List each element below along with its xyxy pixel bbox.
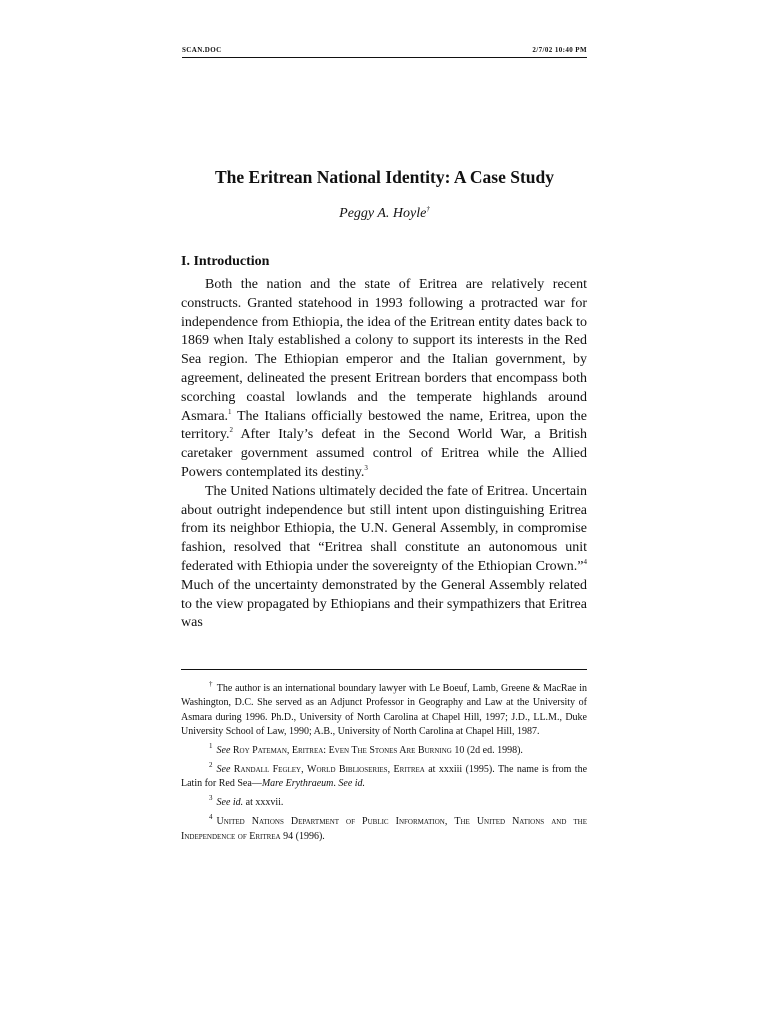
author-footnote-mark: †: [426, 205, 430, 213]
footnote-ref-2: 2: [229, 426, 233, 435]
running-header: [182, 45, 587, 58]
footnote-1: $^1$ See Roy Pateman, Eritrea: Even The Stones Are Burning 10 (2d ed. 1998).: [209, 742, 523, 757]
body-text: [181, 276, 587, 633]
footnote-4: $^4$ United Nations Department of Public Information, The United Nations and the Independence of Eritrea 94 (1996).: [181, 813, 588, 842]
author-line: [182, 206, 587, 222]
article-title: The Eritrean National Identity: A Case Study: [214, 167, 554, 187]
footnote-ref-4: 4: [583, 557, 587, 566]
footnotes: [181, 682, 587, 849]
footnote-dagger: † The author is an international boundary lawyer with Le Boeuf, Lamb, Greene & MacRae in Washington, D.C. She served as an Adjunct Professor in Geography and Law at the University of Asmara during 1996. Ph.D., University of North Carolina at Chapel Hill, 1997; J.D., LL.M., Duke University School of Law, 1990; A.B., University of North Carolina at Chapel Hill, 1987.: [181, 680, 587, 738]
footnote-divider: [181, 669, 587, 670]
footnote-ref-1: 1: [228, 407, 232, 416]
header-timestamp: 2/7/02 10:40 PM: [532, 46, 587, 54]
section-heading: I. Introduction: [181, 254, 270, 269]
footnote-2: $^2$ See Randall Fegley, World Biblioseries, Eritrea at xxxiii (1995). The name is from the Latin for Red Sea—Mare Erythraeum. See id.: [181, 761, 588, 790]
paragraph-1: Both the nation and the state of Eritrea are relatively recent constructs. Granted statehood in 1993 following a protracted war for independence from Ethiopia, the idea of the Eritrean entity dates back to 1869 when Italy established a colony to support its interests in the Red Sea region. The Ethiopian emperor and the Italian government, by agreement, delineated the present Eritrean borders that encompass both scorching coastal lowlands and the temperate highlands around Asmara.$^1$ The Italians officially bestowed the name, Eritrea, upon the territory.$^2$ After Italy’s defeat in the Second World War, a British caretaker government assumed control of Eritrea while the Allied Powers contemplated its destiny.$^3$: [181, 277, 587, 480]
header-filename: SCAN.DOC: [182, 46, 222, 54]
author-name: Peggy A. Hoyle: [339, 206, 427, 221]
footnote-ref-3: 3: [364, 463, 368, 472]
footnote-3: $^3$ See id. at xxxvii.: [209, 794, 284, 809]
paragraph-2: The United Nations ultimately decided the fate of Eritrea. Uncertain about outright independence but still intent upon distinguishing Eritrea from its neighbor Ethiopia, the U.N. General Assembly, in compromise fashion, resolved that “Eritrea shall constitute an autonomous unit federated with Ethiopia under the sovereignty of the Ethiopian Crown.”$^4$ Much of the uncertainty demonstrated by the General Assembly related to the view propagated by Ethiopians and their sympathizers that Eritrea was: [181, 483, 587, 631]
